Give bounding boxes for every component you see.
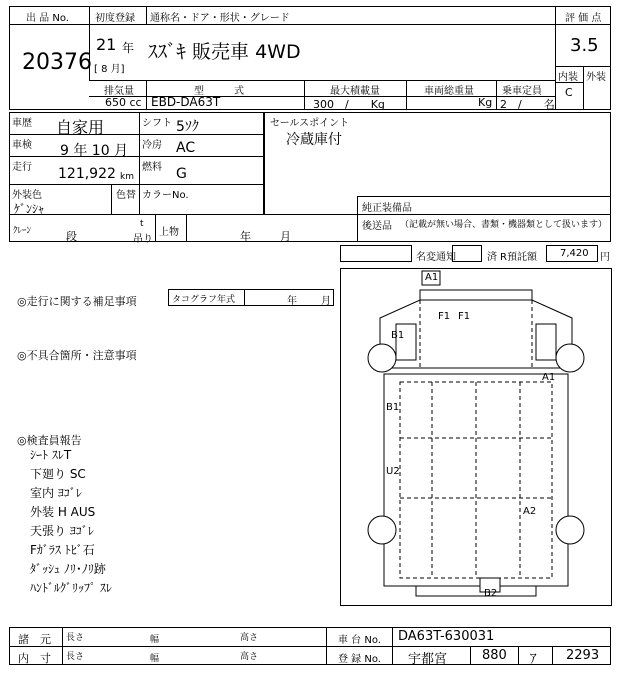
gross-weight-value: Kg	[478, 96, 493, 109]
first-reg-label: 初度登録	[95, 13, 135, 24]
driving-remarks-label: ◎走行に関する補足事項	[17, 295, 137, 308]
body-label: 上物	[159, 227, 179, 238]
history-value: 自家用	[56, 118, 105, 137]
shift-value: 5ｿｸ	[176, 119, 199, 135]
cargo-ribs	[432, 382, 520, 578]
chassis-number: DA63T-630031	[398, 629, 495, 644]
mark-a1-top: A1	[425, 272, 439, 283]
body-year: 年	[240, 230, 251, 243]
hoist-t: t	[140, 219, 144, 229]
fuel-value: G	[176, 166, 187, 182]
tacho-year: 年	[287, 296, 297, 307]
mark-b1-cab: B1	[391, 330, 405, 341]
dims-width-label: 幅	[150, 635, 160, 645]
max-load-label: 最大積載量	[330, 86, 380, 97]
name-change-box	[340, 245, 412, 262]
max-load-value: 300 / Kg	[313, 98, 385, 111]
reg-year: 21	[96, 35, 117, 54]
inspection-value: 9 年 10 月	[60, 143, 129, 159]
name-change-check	[452, 245, 482, 262]
body-month: 月	[280, 230, 291, 243]
inner-height-label: 高さ	[240, 652, 259, 662]
interior-label: 内装	[558, 72, 578, 83]
score-label: 評 価 点	[565, 13, 602, 24]
mark-b2-bottom: B2	[484, 588, 498, 599]
inspection-label: 車検	[12, 140, 32, 151]
crane-label: ｸﾚｰﾝ	[13, 226, 32, 236]
tacho-label: タコグラフ年式	[172, 295, 236, 305]
mileage-label: 走行	[12, 162, 32, 173]
interior-grade: C	[565, 86, 573, 99]
model-name: ｽｽﾞｷ 販売車 4WD	[148, 41, 301, 63]
dims-length-label: 長さ	[66, 633, 85, 643]
model-code-value: EBD-DA63T	[151, 95, 221, 109]
lot-label: 出 品 No.	[26, 13, 69, 24]
year-unit: 年	[122, 41, 135, 55]
ac-value: AC	[176, 140, 196, 156]
hoist-label: 吊り	[133, 234, 153, 245]
lot-number: 20376	[22, 50, 92, 75]
windshield-outline	[420, 290, 532, 300]
recycle-label: 済	[487, 252, 497, 263]
mileage-unit: km	[120, 172, 134, 182]
mark-f1-left: F1	[438, 311, 451, 322]
report-line: ﾊﾝﾄﾞﾙｸﾞﾘｯﾌﾟ ｽﾚ	[30, 581, 112, 595]
chassis-label: 車 台 No.	[338, 635, 381, 646]
mark-f1-right: F1	[458, 311, 471, 322]
plate-region: 宇都宮	[408, 652, 448, 667]
capacity-label: 乗車定員	[502, 86, 542, 97]
dims-label: 諸 元	[18, 633, 51, 646]
sales-point-value: 冷蔵庫付	[286, 132, 342, 148]
recycle-deposit-value: 7,420	[560, 248, 589, 259]
plate-label: 登 録 No.	[338, 654, 381, 665]
cab-outline	[380, 300, 572, 368]
exterior-color-label: 外装色	[12, 190, 42, 201]
plate-number: 2293	[566, 648, 600, 663]
diagram-frame	[341, 269, 612, 606]
report-line: 外装 H AUS	[30, 505, 96, 519]
sales-point-label: セールスポイント	[270, 118, 350, 129]
exterior-label: 外装	[586, 72, 606, 83]
model-code-label: 型 式	[194, 86, 244, 97]
displacement-value: 650 cc	[105, 96, 142, 109]
tacho-month: 月	[321, 296, 331, 307]
reg-month: [ 8 月]	[94, 64, 125, 75]
fuel-label: 燃料	[142, 162, 162, 173]
aftermarket-note: （記載が無い場合、書類・機器類として扱います）	[400, 220, 608, 230]
recycle-deposit-label: R預託額	[500, 252, 537, 263]
mark-a1-right: A1	[542, 372, 556, 383]
color-no-label: カラーNo.	[142, 190, 189, 201]
shift-label: シフト	[142, 118, 172, 129]
inner-dims-label: 内 寸	[18, 652, 51, 665]
report-line: 天張り ﾖｺﾞﾚ	[30, 524, 94, 538]
genuine-label: 純正装備品	[362, 203, 412, 214]
score: 3.5	[570, 35, 599, 56]
exterior-color-value: ｹﾞﾝｼｬ	[14, 202, 45, 216]
defects-label: ◎不具合箇所・注意事項	[17, 349, 137, 362]
mark-a2: A2	[523, 506, 537, 517]
recycle-unit: 円	[600, 252, 610, 263]
mark-u2: U2	[386, 466, 400, 477]
dims-height-label: 高さ	[240, 633, 259, 643]
displacement-label: 排気量	[104, 86, 134, 97]
report-line: 下廻り SC	[30, 467, 86, 481]
inner-length-label: 長さ	[66, 652, 85, 662]
vehicle-condition-diagram	[340, 268, 612, 606]
inspector-label: ◎検査員報告	[17, 434, 82, 447]
plate-class: 880	[482, 648, 507, 663]
stage-label: 段	[66, 230, 77, 243]
history-label: 車歴	[12, 118, 32, 129]
mark-b1-left: B1	[386, 402, 400, 413]
rear-right-wheel	[556, 516, 584, 544]
gross-weight-label: 車両総重量	[424, 86, 474, 97]
ac-label: 冷房	[142, 140, 162, 151]
report-line: 室内 ﾖｺﾞﾚ	[30, 486, 82, 500]
capacity-value: 2 / 名	[500, 98, 555, 111]
plate-kana: ｱ	[530, 652, 537, 667]
name-label: 通称名・ドア・形状・グレード	[150, 13, 290, 24]
front-right-wheel	[556, 344, 584, 372]
color-change-label: 色替	[116, 190, 136, 201]
front-left-wheel	[368, 344, 396, 372]
name-change-label: 名変通知	[416, 252, 456, 263]
report-line: Fｶﾞﾗｽ ﾄﾋﾞ石	[30, 543, 95, 557]
cab-pillars	[420, 300, 532, 368]
rear-bumper	[416, 586, 536, 596]
rear-left-wheel	[368, 516, 396, 544]
aftermarket-label: 後送品	[362, 221, 392, 232]
report-line: ｼｰﾄ ｽﾚT	[30, 448, 72, 462]
mileage-value: 121,922	[58, 166, 116, 182]
report-line: ﾀﾞｯｼｭ ﾉﾘ･ﾉﾘ跡	[30, 562, 106, 576]
inner-width-label: 幅	[150, 654, 160, 664]
